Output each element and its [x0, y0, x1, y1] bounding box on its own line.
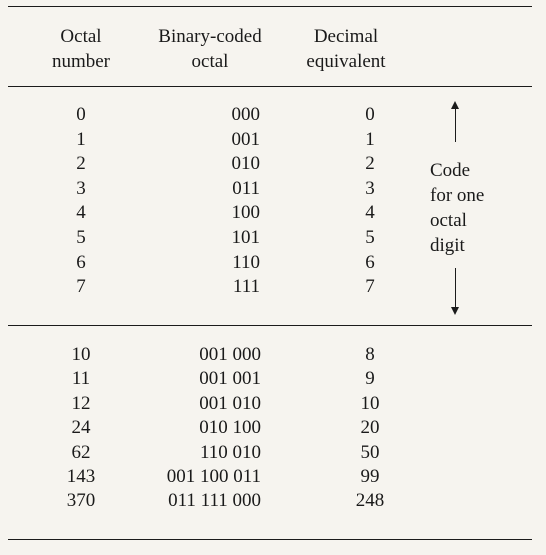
binary-cell: 001 100 011	[166, 466, 261, 487]
binary-cell: 001 000	[199, 344, 261, 365]
decimal-cell: 20	[360, 417, 380, 439]
code-note	[430, 158, 484, 258]
arrow-down-icon	[455, 268, 456, 308]
octal-cell: 62	[71, 441, 91, 463]
binary-cell: 110 010	[199, 441, 261, 463]
top-rule	[8, 6, 532, 7]
arrow-up-icon	[455, 108, 456, 142]
bottom-rule	[8, 539, 532, 540]
header-octal-line2: number	[51, 51, 111, 72]
header-decimal-line1: Decimal	[313, 26, 379, 47]
binary-cell: 000	[231, 104, 260, 125]
group-divider-rule	[8, 325, 532, 326]
octal-cell: 12	[71, 392, 91, 414]
octal-cell: 7	[76, 276, 86, 298]
octal-cell: 6	[76, 251, 86, 273]
decimal-cell: 248	[355, 490, 385, 512]
octal-cell: 0	[76, 104, 86, 125]
octal-cell: 5	[76, 227, 86, 248]
header-octal	[36, 24, 126, 74]
octal-cell: 2	[76, 153, 86, 175]
decimal-cell: 6	[365, 251, 375, 273]
decimal-cell: 99	[360, 466, 380, 487]
binary-cell: 100	[231, 202, 260, 224]
decimal-cell: 9	[365, 368, 375, 390]
binary-cell: 011 111 000	[168, 490, 261, 512]
binary-cell: 001 001	[199, 368, 261, 390]
header-decimal	[296, 24, 396, 74]
header-binary-line1: Binary-coded	[158, 26, 262, 47]
decimal-cell: 50	[360, 441, 380, 463]
binary-cell: 111	[232, 276, 260, 298]
decimal-cell: 3	[365, 177, 375, 199]
decimal-cell: 0	[365, 104, 375, 125]
octal-cell: 370	[66, 490, 96, 512]
binary-cell: 110	[232, 251, 260, 273]
header-decimal-line2: equivalent	[306, 51, 386, 72]
binary-cell: 001 010	[199, 392, 261, 414]
decimal-cell: 10	[360, 392, 380, 414]
octal-cell: 143	[66, 466, 96, 487]
decimal-cell: 4	[365, 202, 375, 224]
header-binary	[140, 24, 280, 74]
octal-cell: 1	[76, 128, 86, 150]
code-note-line3: octal	[430, 210, 467, 231]
decimal-cell: 1	[365, 128, 375, 150]
binary-cell: 001	[231, 128, 260, 150]
octal-cell: 3	[76, 177, 86, 199]
decimal-cell: 2	[365, 153, 375, 175]
octal-cell: 10	[71, 344, 91, 365]
octal-cell: 11	[71, 368, 91, 390]
header-octal-line1: Octal	[60, 26, 102, 47]
header-rule	[8, 86, 532, 87]
decimal-cell: 5	[365, 227, 375, 248]
binary-cell: 010 100	[199, 417, 261, 439]
binary-cell: 011	[232, 177, 260, 199]
octal-cell: 24	[71, 417, 91, 439]
code-note-line2: for one	[430, 185, 485, 206]
binary-cell: 010	[231, 153, 260, 175]
decimal-cell: 8	[365, 344, 375, 365]
binary-cell: 101	[231, 227, 260, 248]
octal-cell: 4	[76, 202, 86, 224]
code-note-line1: Code	[430, 160, 471, 181]
decimal-cell: 7	[365, 276, 375, 298]
code-note-line4: digit	[430, 235, 465, 256]
header-binary-line2: octal	[191, 51, 229, 72]
